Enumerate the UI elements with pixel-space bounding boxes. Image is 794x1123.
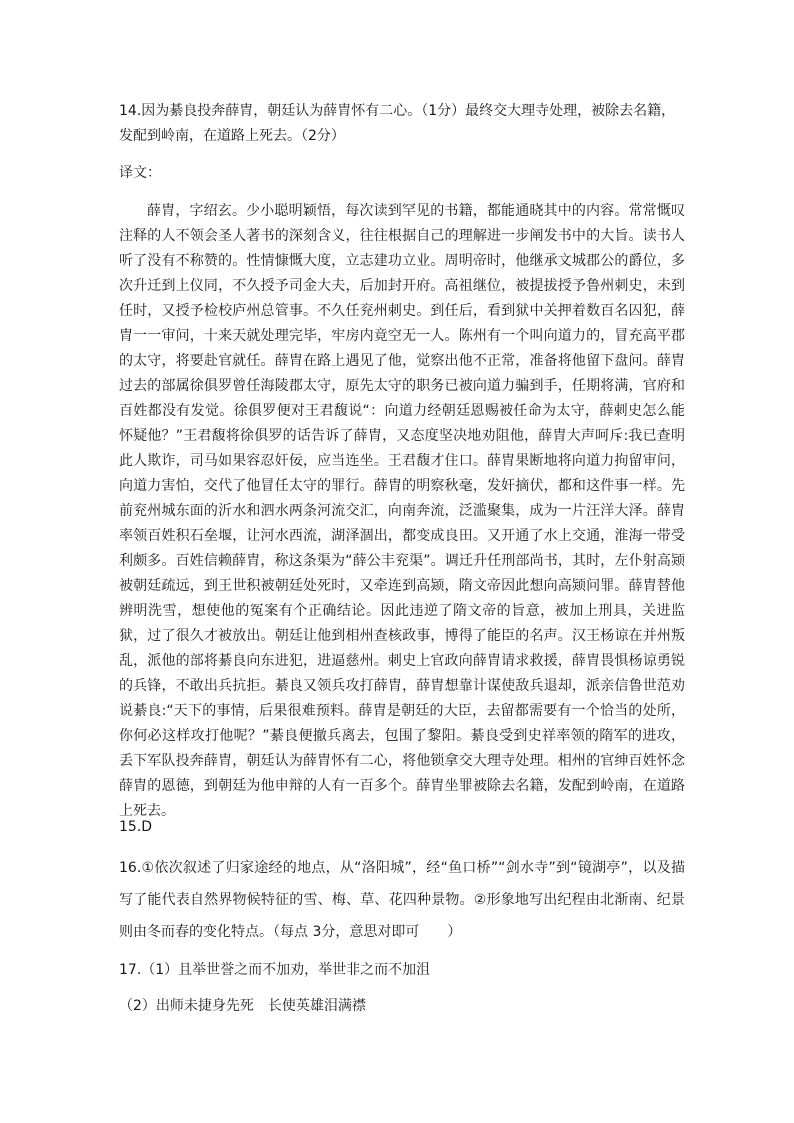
- answer-17-part-2: （2）出师未捷身先死 长使英雄泪满襟: [119, 998, 366, 1014]
- answer-14: 14.因为綦良投奔薛胄，朝廷认为薛胄怀有二心。（1分）最终交大理寺处理，被除去名籍，发配到岭南，在道路上死去。（2分）: [119, 103, 676, 144]
- translation-body: 薛胄，字绍玄。少小聪明颖悟，每次读到罕见的书籍，都能通晓其中的内容。常常慨叹注释的人不领会圣人著书的深刻含义，往往根据自己的理解进一步阐发书中的大旨。读书人听了没有不称赞的。性情慷慨大度，立志建功立业。周明帝时，他继承文城郡公的爵位，多次升迁到上仪同，不久授予司金大夫，后加封开府。高祖继位，被提拔授予鲁州刺史，未到任时，又授予检校庐州总管事。不久任兖州刺史。到任后，看到狱中关押着数百名囚犯，薛胄一一审问，十来天就处理完毕，牢房内竟空无一人。陈州有一个叫向道力的，冒充高平郡的太守，将要赴官就任。薛胄在路上遇见了他，觉察出他不正常，准备将他留下盘问。薛胄过去的部属徐俱罗曾任海陵郡太守，原先太守的职务已被向道力骗到手，任期将满，官府和百姓都没有发觉。徐俱罗便对王君馥说“：向道力经朝廷恩赐被任命为太守，薛刺史怎么能怀疑他？”王君馥将徐俱罗的话告诉了薛胄，又态度坚决地劝阻他，薛胄大声呵斥:我已查明此人欺诈，司马如果容忍奸佞，应当连坐。王君馥才住口。薛胄果断地将向道力拘留审问，向道力害怕，交代了他冒任太守的罪行。薛胄的明察秋毫，发奸摘伏，都和这件事一样。先前兖州城东面的沂水和泗水两条河流交汇，向南奔流，泛滥聚集，成为一片汪洋大泽。薛胄率领百姓积石垒堰，让河水西流，湖泽涸出，都变成良田。又开通了水上交通，淮海一带受利颇多。百姓信赖薛胄，称这条渠为“薛公丰兖渠”。调迁升任刑部尚书，其时，左仆射高颎被朝廷疏远，到王世积被朝廷处死时，又牵连到高颎，隋文帝因此想向高颎问罪。薛胄替他辨明洗雪，想使他的冤案有个正确结论。因此违逆了隋文帝的旨意，被加上刑具，关进监狱，过了很久才被放出。朝廷让他到相州查核政事，博得了能臣的名声。汉王杨谅在并州叛乱，派他的部将綦良向东进犯，进逼慈州。刺史上官政向薛胄请求救援，薛胄畏惧杨谅勇锐的兵锋，不敢出兵抗拒。綦良又领兵攻打薛胄，薛胄想靠计谋使敌兵退却，派亲信鲁世范劝说綦良:“天下的事情，后果很难预料。薛胄是朝廷的大臣，去留都需要有一个恰当的处所，你何必这样攻打他呢？”綦良便撤兵离去，包围了黎阳。綦良受到史祥率领的隋军的进攻，丢下军队投奔薛胄，朝廷认为薛胄怀有二心，将他锁拿交大理寺处理。相州的官绅百姓怀念薛胄的恩德，到朝廷为他申辩的人有一百多个。薛胄坐罪被除去名籍，发配到岭南，在道路上死去。: [119, 203, 685, 819]
- answer-15: 15.D: [119, 819, 153, 835]
- answer-17-part-1: 17.（1）且举世誉之而不加劝，举世非之而不加沮: [119, 962, 431, 978]
- answer-16: 16.①依次叙述了归家途经的地点，从“洛阳城”，经“鱼口桥”“剑水寺”到“镜湖亭”，以及描写了能代表自然界物候特征的雪、梅、草、花四种景物。②形象地写出纪程由北渐南、纪景则由冬而春的变化特点。（每点 3分，意思对即可 ）: [119, 860, 685, 940]
- translation-label: 译文：: [119, 165, 161, 181]
